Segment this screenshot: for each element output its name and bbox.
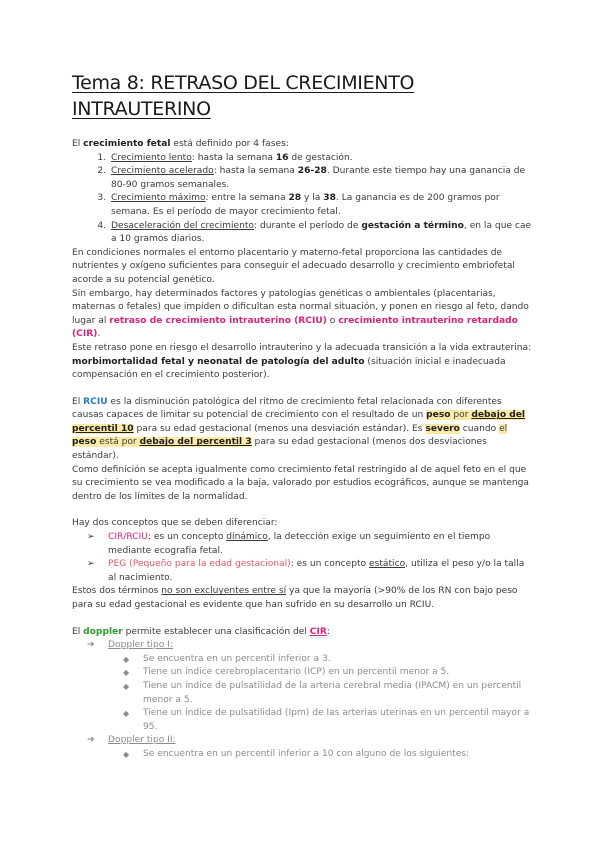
term-rciu: retraso de crecimiento intrauterino (RCIU) <box>109 315 327 326</box>
paragraph-sin-embargo <box>72 288 534 342</box>
phase-item <box>109 152 534 166</box>
doppler-type-label: Doppler tipo II: <box>108 735 176 746</box>
text: de gestación. <box>288 152 353 163</box>
text: está definido por 4 fases: <box>170 139 289 149</box>
bold-term: 26-28 <box>297 166 327 177</box>
criteria-item <box>123 666 534 680</box>
text: : durante el período de <box>254 220 362 231</box>
phase-name: Desaceleración del crecimiento <box>111 220 254 231</box>
text: Se encuentra en un percentil inferior a 3. <box>143 653 331 664</box>
bold-term: morbimortalidad fetal y neonatal de patología del adulto <box>72 356 365 367</box>
text: , la detección exige un seguimiento en el tiempo mediante ecografía fetal. <box>108 532 491 556</box>
text: , utiliza el peso y/o la talla al nacimiento. <box>108 559 525 583</box>
text: Estos dos términos <box>72 586 162 597</box>
highlight: peso <box>426 410 451 421</box>
spacer <box>72 383 534 396</box>
paragraph-rciu-definition <box>72 396 534 464</box>
phase-item <box>109 192 534 219</box>
text: : hasta la semana <box>213 166 298 177</box>
concepts-list <box>72 531 534 585</box>
highlight: el <box>499 423 508 434</box>
arrow-icon: ➔ <box>87 640 95 651</box>
text: Tiene un índice cerebroplacentario (ICP) en un percentil menor a 5. <box>143 667 450 678</box>
concept-label: CIR/RCIU <box>108 532 148 543</box>
text: ya que la mayoría (>90% de los RN con bajo peso para su edad gestacional es evidente que han sufrido en su desarrollo un RCIU. <box>72 586 518 610</box>
phase-item <box>109 220 534 247</box>
highlight: debajo del percentil 3 <box>139 437 252 448</box>
spacer <box>72 613 534 626</box>
doppler-types-list <box>72 639 534 761</box>
spacer <box>72 504 534 517</box>
text: : es un concepto <box>290 559 370 570</box>
paragraph-riesgo <box>72 342 534 383</box>
doppler-type-label: Doppler tipo I: <box>108 640 173 651</box>
underlined-term: no son excluyentes entre sí <box>161 586 287 597</box>
concept-item <box>87 531 534 558</box>
phase-name: Crecimiento acelerado <box>111 166 214 177</box>
text: Tiene un índice de pulsatilidad (Ipm) de las arterias uterinas en un percentil mayor a 95. <box>143 708 530 732</box>
criteria-list <box>87 653 534 735</box>
text: . Durante este tiempo hay una ganancia de 80-90 gramos semanales. <box>111 166 526 190</box>
arrow-icon: ➢ <box>87 532 95 543</box>
paragraph-concepts: Hay dos conceptos que se deben diferenciar: <box>72 518 278 529</box>
text: . La ganancia es de 200 gramos por semana. Es el período de mayor crecimiento fetal. <box>111 193 500 217</box>
bold-term: 28 <box>288 193 302 204</box>
criteria-item <box>123 653 534 667</box>
highlight: debajo del percentil 10 <box>72 410 526 434</box>
text: El <box>72 396 84 407</box>
text: , en la que cae a 10 gramos diarios. <box>111 220 532 245</box>
arrow-icon: ➢ <box>87 559 95 570</box>
text: : <box>326 626 330 637</box>
criteria-item <box>123 680 534 707</box>
paragraph-normal: En condiciones normales el entorno placentario y materno-fetal proporciona las cantidades de nutrientes y oxígeno suficientes para conseguir el adecuado desarrollo y crecimiento embriofetal acorde a su potencial genético. <box>72 247 515 285</box>
text: Tiene un índice de pulsatilidad de la arteria cerebral media (IPACM) en un percentil menor a 5. <box>143 680 522 705</box>
diamond-icon: ◆ <box>123 668 130 678</box>
page-title: Tema 8: RETRASO DEL CRECIMIENTO INTRAUTERINO <box>72 72 415 120</box>
text: cuando <box>459 423 500 434</box>
phases-list <box>72 152 534 247</box>
bold-term: 38 <box>323 193 336 204</box>
text: El <box>72 626 84 637</box>
doppler-type-item <box>87 639 534 734</box>
text: para su edad gestacional (menos una desviación estándar). Es <box>133 423 426 434</box>
text: permite establecer una clasificación del <box>122 626 310 637</box>
criteria-item <box>123 707 534 734</box>
text: El <box>72 139 84 149</box>
highlight: está por <box>96 437 140 448</box>
paragraph-definicion: Como definición se acepta igualmente como crecimiento fetal restringido al de aquel feto en el que su crecimiento se vea modificado a la baja, valorado por estudios ecográficos, aunque se mantenga dentro de los límites de la normalidad. <box>72 464 529 502</box>
document-body <box>72 138 534 762</box>
text: para su edad gestacional (menos dos desviaciones estándar). <box>72 437 487 462</box>
underlined-term: estático <box>369 559 406 570</box>
phase-name: Crecimiento lento <box>111 152 192 163</box>
bold-term: crecimiento fetal <box>83 139 171 149</box>
text: Este retraso pone en riesgo el desarrollo intrauterino y la adecuada transición a la vida extrauterina: <box>72 342 532 353</box>
bold-term: gestación a término <box>361 220 464 231</box>
text: Se encuentra en un percentil inferior a 10 con alguno de los siguientes: <box>143 748 470 759</box>
text: o <box>326 315 339 326</box>
term-cir: CIR <box>309 626 327 637</box>
diamond-icon: ◆ <box>123 654 130 664</box>
phase-name: Crecimiento máximo <box>111 193 206 204</box>
text: . <box>97 329 101 340</box>
text: Sin embargo, hay determinados factores y patologías genéticas o ambientales (placentarias, maternas o fetales) que impiden o dificultan esta normal situación, y ponen en riesgo al feto, dando lugar al <box>72 288 529 326</box>
term-rciu: RCIU <box>83 396 108 407</box>
underlined-term: dinámico <box>226 532 268 543</box>
term-doppler: doppler <box>83 626 123 637</box>
diamond-icon: ◆ <box>123 709 130 719</box>
text: (situación inicial e inadecuada compensación en el crecimiento posterior). <box>72 356 506 381</box>
highlight: severo <box>425 423 460 434</box>
phase-item <box>109 165 534 192</box>
intro-paragraph <box>72 138 534 152</box>
paragraph-doppler <box>72 626 534 640</box>
concept-label: PEG (Pequeño para la edad gestacional) <box>108 559 291 570</box>
criteria-item <box>123 748 534 762</box>
text: : es un concepto <box>147 532 227 543</box>
bold-term: 16 <box>275 152 289 163</box>
paragraph-estos <box>72 585 534 612</box>
criteria-list <box>87 748 534 762</box>
highlight: peso <box>72 437 97 448</box>
highlight: por <box>450 410 472 421</box>
text: y la <box>301 193 324 204</box>
diamond-icon: ◆ <box>123 749 130 759</box>
term-cir: crecimiento intrauterino retardado (CIR) <box>72 315 518 340</box>
text: : hasta la semana <box>191 152 276 163</box>
text: : entre la semana <box>205 193 289 204</box>
arrow-icon: ➔ <box>87 735 95 746</box>
doppler-type-item <box>87 734 534 761</box>
diamond-icon: ◆ <box>123 681 130 691</box>
text: es la disminución patológica del ritmo de crecimiento fetal relacionada con diferentes causas capaces de limitar su potencial de crecimiento con el resultado de un <box>72 396 502 421</box>
concept-item <box>87 558 534 585</box>
